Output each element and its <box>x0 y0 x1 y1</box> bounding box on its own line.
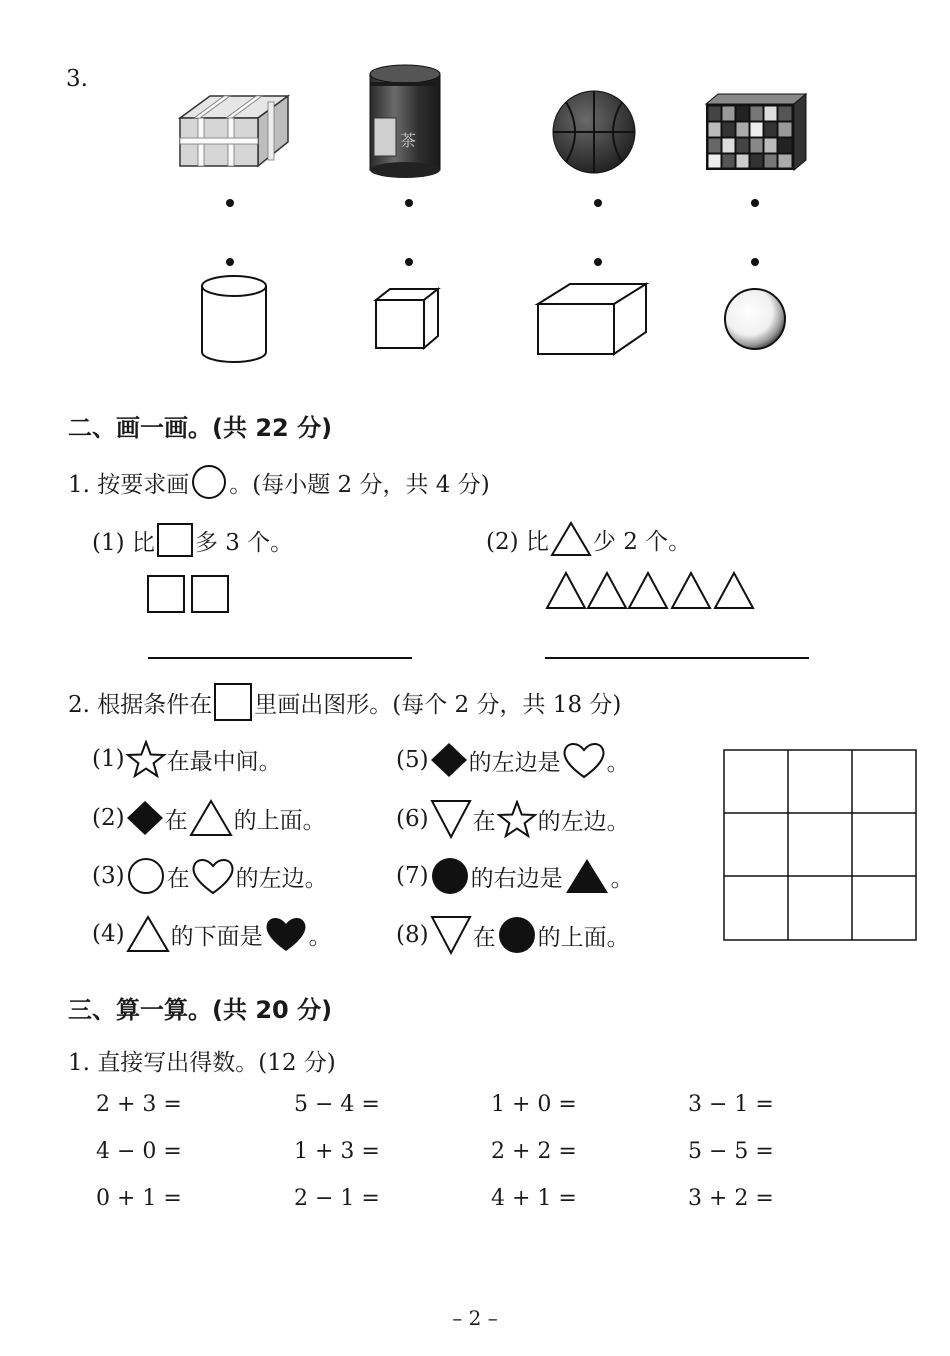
condition-item <box>396 740 630 780</box>
page-number: – 2 – <box>452 1306 498 1330</box>
item-text: 在 <box>472 808 496 835</box>
item-text: 。 <box>606 749 630 776</box>
condition-item <box>396 856 634 896</box>
match-dot[interactable] <box>594 258 602 266</box>
condition-item <box>396 798 630 840</box>
sub-question-text: (1) 比 <box>92 529 155 556</box>
condition-item <box>92 798 326 838</box>
item-text: 。 <box>308 923 332 950</box>
filled-heart-icon <box>263 914 309 954</box>
match-dot[interactable] <box>405 199 413 207</box>
equation: 1 + 0 = <box>491 1092 577 1117</box>
equation: 2 + 3 = <box>96 1092 182 1117</box>
star-icon <box>125 740 167 778</box>
triangle-icon <box>125 914 171 954</box>
svg-text:茶: 茶 <box>400 131 417 150</box>
basketball-image <box>550 88 638 176</box>
heart-icon <box>561 740 607 780</box>
filled-diamond-icon <box>429 741 469 779</box>
equation: 4 − 0 = <box>96 1139 182 1164</box>
item-text: 的上面。 <box>537 924 630 951</box>
sub-question-text: (2) 比 <box>486 528 549 555</box>
question-text: 2. 根据条件在 <box>68 691 213 718</box>
gift-box-image <box>176 92 292 172</box>
item-text: 在 <box>472 924 496 951</box>
question-text: 1. 直接写出得数。(12 分) <box>68 1050 336 1076</box>
section-title: 三、算一算。(共 20 分) <box>68 996 333 1024</box>
squares-group <box>146 574 232 616</box>
filled-triangle-icon <box>563 856 611 896</box>
sub-question <box>92 522 293 558</box>
equation: 4 + 1 = <box>491 1186 577 1211</box>
circle-icon <box>189 464 229 500</box>
item-text: 的左边是 <box>468 749 561 776</box>
sub-question-text: 少 2 个。 <box>592 528 692 555</box>
match-dot[interactable] <box>751 199 759 207</box>
item-text: 的左边。 <box>235 865 328 892</box>
inverted-triangle-icon <box>429 914 473 956</box>
triangle-icon <box>549 520 593 558</box>
triangle-icon <box>188 798 234 838</box>
cube-shape <box>372 286 442 352</box>
item-text: 的上面。 <box>233 807 326 834</box>
triangles-group <box>544 570 758 612</box>
question-text: 里画出图形。(每个 2 分，共 18 分) <box>254 691 622 718</box>
item-text: 的左边。 <box>537 808 630 835</box>
section-title: 二、画一画。(共 22 分) <box>68 414 333 442</box>
answer-line[interactable] <box>148 657 412 659</box>
filled-diamond-icon <box>125 799 165 837</box>
item-text: 在 <box>166 865 190 892</box>
item-number: (1) <box>92 746 125 772</box>
item-number: (3) <box>92 863 125 889</box>
condition-item <box>396 914 630 956</box>
square-icon <box>212 682 254 722</box>
answer-line[interactable] <box>545 657 809 659</box>
equation: 2 − 1 = <box>294 1186 380 1211</box>
cuboid-shape <box>534 280 650 358</box>
inverted-triangle-icon <box>429 798 473 840</box>
match-dot[interactable] <box>594 199 602 207</box>
item-text: 的下面是 <box>170 923 263 950</box>
item-number: (6) <box>396 806 429 832</box>
sphere-shape <box>722 286 788 352</box>
item-text: 在 <box>164 807 188 834</box>
filled-circle-icon <box>429 856 471 896</box>
equation: 5 − 4 = <box>294 1092 380 1117</box>
question-text: 。(每小题 2 分，共 4 分) <box>229 471 490 498</box>
item-text: 在最中间。 <box>166 748 282 775</box>
drawing-grid[interactable] <box>722 748 920 944</box>
condition-item <box>92 856 328 896</box>
sub-question <box>486 520 691 558</box>
item-number: (8) <box>396 922 429 948</box>
equation: 0 + 1 = <box>96 1186 182 1211</box>
question-line <box>68 682 621 722</box>
cylinder-shape <box>198 272 270 366</box>
match-dot[interactable] <box>226 258 234 266</box>
circle-icon <box>125 856 167 896</box>
filled-circle-icon <box>496 915 538 955</box>
equation: 2 + 2 = <box>491 1139 577 1164</box>
equation: 5 − 5 = <box>688 1139 774 1164</box>
equation: 1 + 3 = <box>294 1139 380 1164</box>
item-number: (7) <box>396 863 429 889</box>
square-icon <box>155 522 195 558</box>
equation: 3 − 1 = <box>688 1092 774 1117</box>
match-dot[interactable] <box>226 199 234 207</box>
equation: 3 + 2 = <box>688 1186 774 1211</box>
item-text: 。 <box>610 865 634 892</box>
condition-item <box>92 740 282 778</box>
rubiks-cube-image <box>704 92 808 172</box>
question-number: 3. <box>66 66 88 92</box>
tea-can-image <box>364 62 446 180</box>
question-line <box>68 464 490 500</box>
item-number: (5) <box>396 747 429 773</box>
sub-question-text: 多 3 个。 <box>194 529 294 556</box>
heart-icon <box>190 856 236 896</box>
condition-item <box>92 914 332 954</box>
item-number: (4) <box>92 921 125 947</box>
question-text: 1. 按要求画 <box>68 471 190 498</box>
match-dot[interactable] <box>751 258 759 266</box>
item-number: (2) <box>92 805 125 831</box>
match-dot[interactable] <box>405 258 413 266</box>
star-icon <box>496 800 538 838</box>
item-text: 的右边是 <box>470 865 563 892</box>
